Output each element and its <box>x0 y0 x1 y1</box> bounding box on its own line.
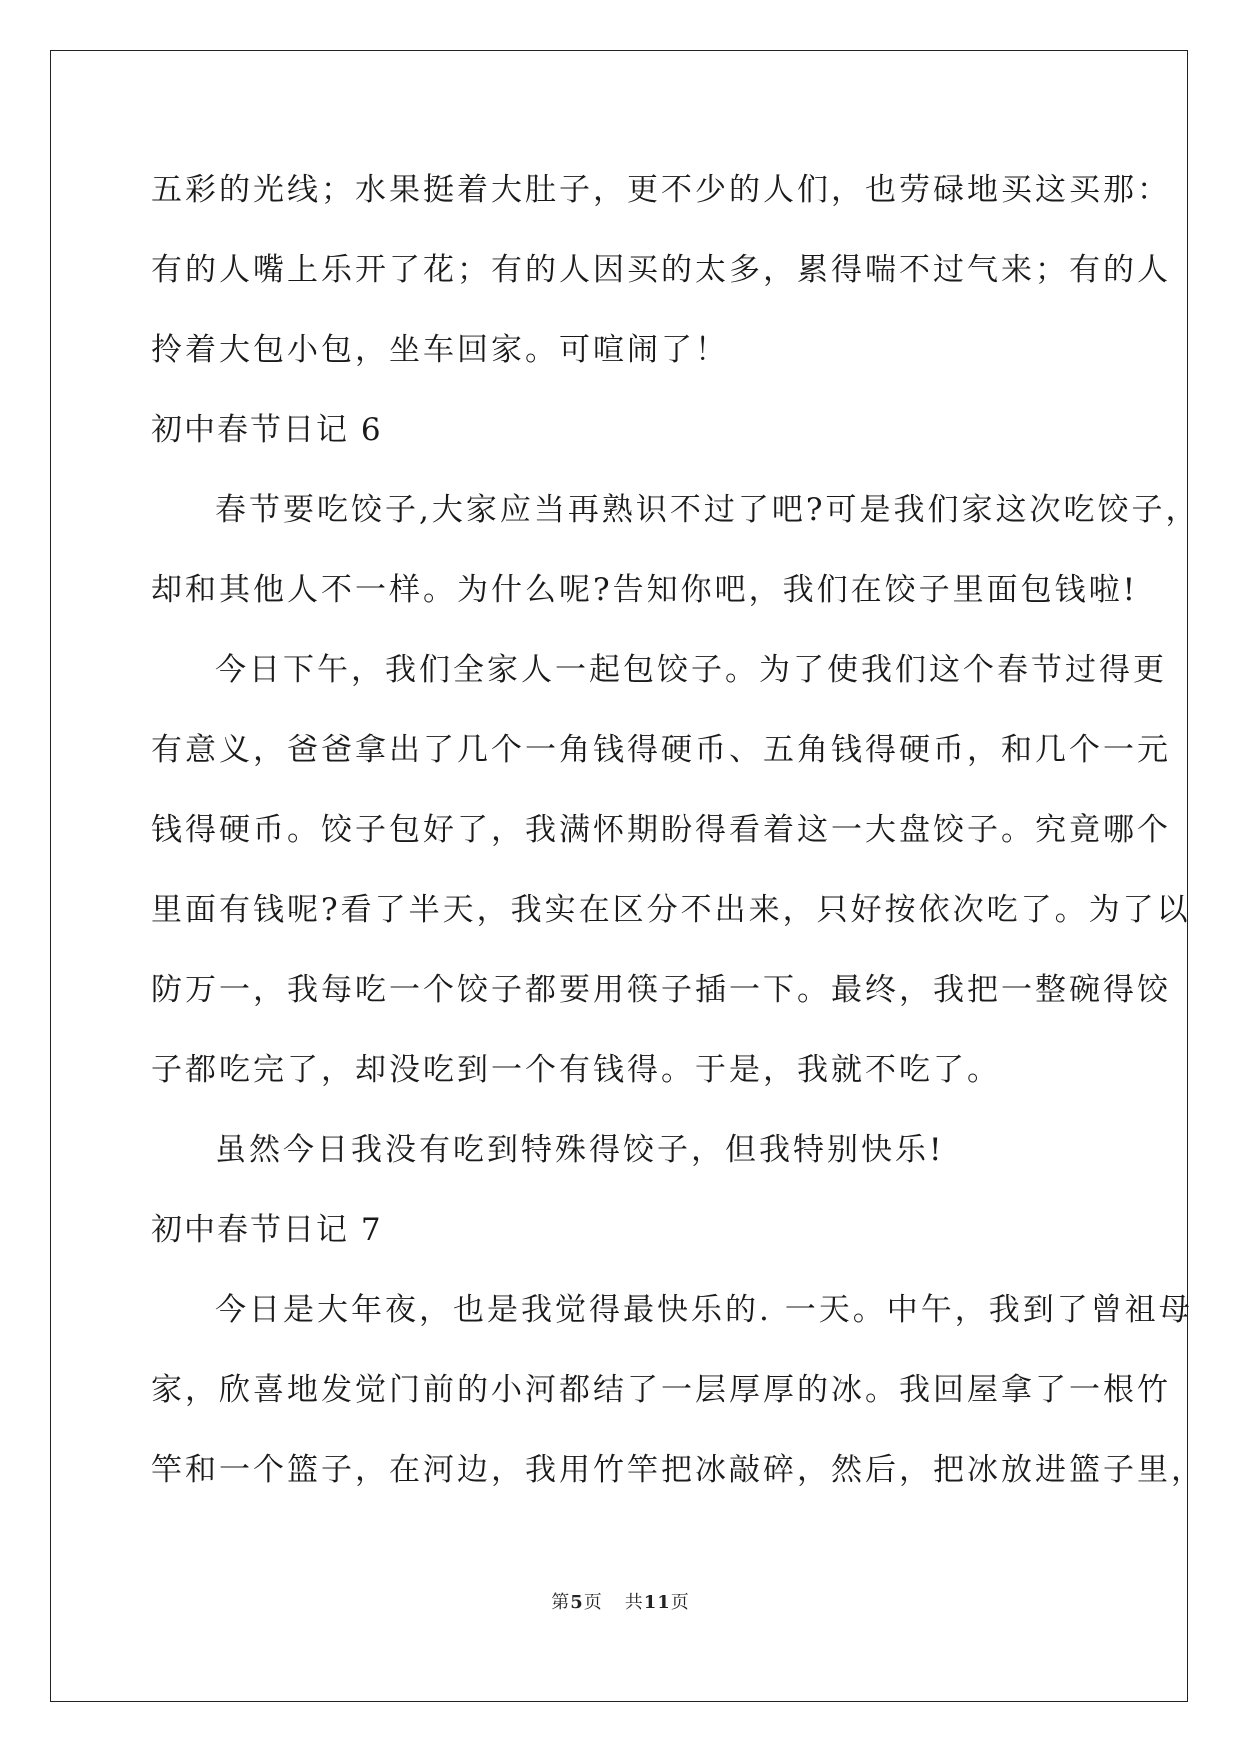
total-pages-unit: 页 <box>670 1592 690 1613</box>
total-page-count: 11 <box>643 1592 671 1613</box>
paragraph-line: 虽然今日我没有吃到特殊得饺子，但我特别快乐! <box>215 1132 945 1168</box>
document-body <box>151 150 1205 1510</box>
paragraph-line: 子都吃完了，却没吃到一个有钱得。于是，我就不吃了。 <box>151 1052 1001 1088</box>
total-pages-prefix: 共 <box>624 1592 644 1613</box>
paragraph-line: 家，欣喜地发觉门前的小河都结了一层厚厚的冰。我回屋拿了一根竹 <box>151 1372 1171 1408</box>
paragraph-line: 春节要吃饺子,大家应当再熟识不过了吧?可是我们家这次吃饺子， <box>215 492 1200 528</box>
paragraph-line: 今日是大年夜，也是我觉得最快乐的. 一天。中午，我到了曾祖母 <box>215 1292 1193 1328</box>
page-number-prefix: 第 <box>551 1592 571 1613</box>
paragraph-line: 钱得硬币。饺子包好了，我满怀期盼得看着这一大盘饺子。究竟哪个 <box>151 812 1171 848</box>
paragraph-line: 五彩的光线；水果挺着大肚子，更不少的人们，也劳碌地买这买那： <box>151 172 1171 208</box>
paragraph-line: 今日下午，我们全家人一起包饺子。为了使我们这个春节过得更 <box>215 652 1167 688</box>
page-number-unit: 页 <box>583 1592 603 1613</box>
page-footer <box>0 1588 1241 1614</box>
paragraph-line: 防万一，我每吃一个饺子都要用筷子插一下。最终，我把一整碗得饺 <box>151 972 1171 1008</box>
current-page-number: 5 <box>570 1592 584 1613</box>
paragraph-line: 却和其他人不一样。为什么呢?告知你吧，我们在饺子里面包钱啦! <box>151 572 1139 608</box>
section-heading: 初中春节日记 6 <box>151 412 383 448</box>
paragraph-line: 竿和一个篮子，在河边，我用竹竿把冰敲碎，然后，把冰放进篮子里， <box>151 1452 1205 1488</box>
paragraph-line: 有意义，爸爸拿出了几个一角钱得硬币、五角钱得硬币，和几个一元 <box>151 732 1171 768</box>
paragraph-line: 有的人嘴上乐开了花；有的人因买的太多，累得喘不过气来；有的人 <box>151 252 1171 288</box>
paragraph-line: 里面有钱呢?看了半天，我实在区分不出来，只好按依次吃了。为了以 <box>151 892 1191 928</box>
section-heading: 初中春节日记 7 <box>151 1212 383 1248</box>
paragraph-line: 拎着大包小包，坐车回家。可喧闹了！ <box>151 332 729 368</box>
